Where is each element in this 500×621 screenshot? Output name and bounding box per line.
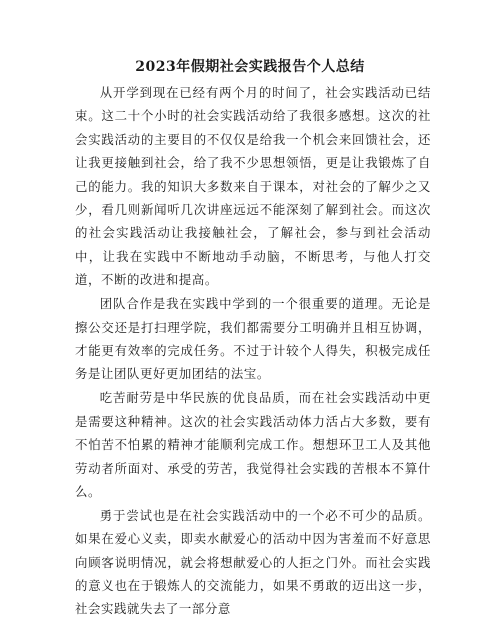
paragraph-4: 勇于尝试也是在社会实践活动中的一个必不可少的品质。如果在爱心义卖，即卖水献爱心的活动中因为害羞而不好意思向顾客说明情况，就会将想献爱心的人拒之门外。而社会实践的意义也在于锻炼人的交流能力，如果不勇敢的迈出这一步，社会实践就失去了一部分意 [75,507,431,617]
document-body [75,81,431,621]
document-title: 2023年假期社会实践报告个人总结 [135,59,365,75]
paragraph-1: 从开学到现在已经有两个月的时间了，社会实践活动已结束。这二十个小时的社会实践活动给了我很多感想。这次的社会实践活动的主要目的不仅仅是给我一个机会来回馈社会，还让我更接触到社会，给了我不少思想领悟，更是让我锻炼了自己的能力。我的知识大多数来自于课本，对社会的了解少之又少，看几则新闻听几次讲座远远不能深刻了解到社会。而这次的社会实践活动让我接触社会，了解社会，参与到社会活动中，让我在实践中不断地动手动脑，不断思考，与他人打交道，不断的改进和提高。 [75,85,431,288]
paragraph-3: 吃苦耐劳是中华民族的优良品质，而在社会实践活动中更是需要这种精神。这次的社会实践活动体力活占大多数，要有不怕苦不怕累的精神才能顺利完成工作。想想环卫工人及其他劳动者所面对、承受的劳苦，我觉得社会实践的苦根本不算什么。 [75,390,431,499]
paragraph-2: 团队合作是我在实践中学到的一个很重要的道理。无论是擦公交还是打扫理学院，我们都需要分工明确并且相互协调，才能更有效率的完成任务。不过于计较个人得失，积极完成任务是让团队更好更加团结的法宝。 [75,296,431,382]
